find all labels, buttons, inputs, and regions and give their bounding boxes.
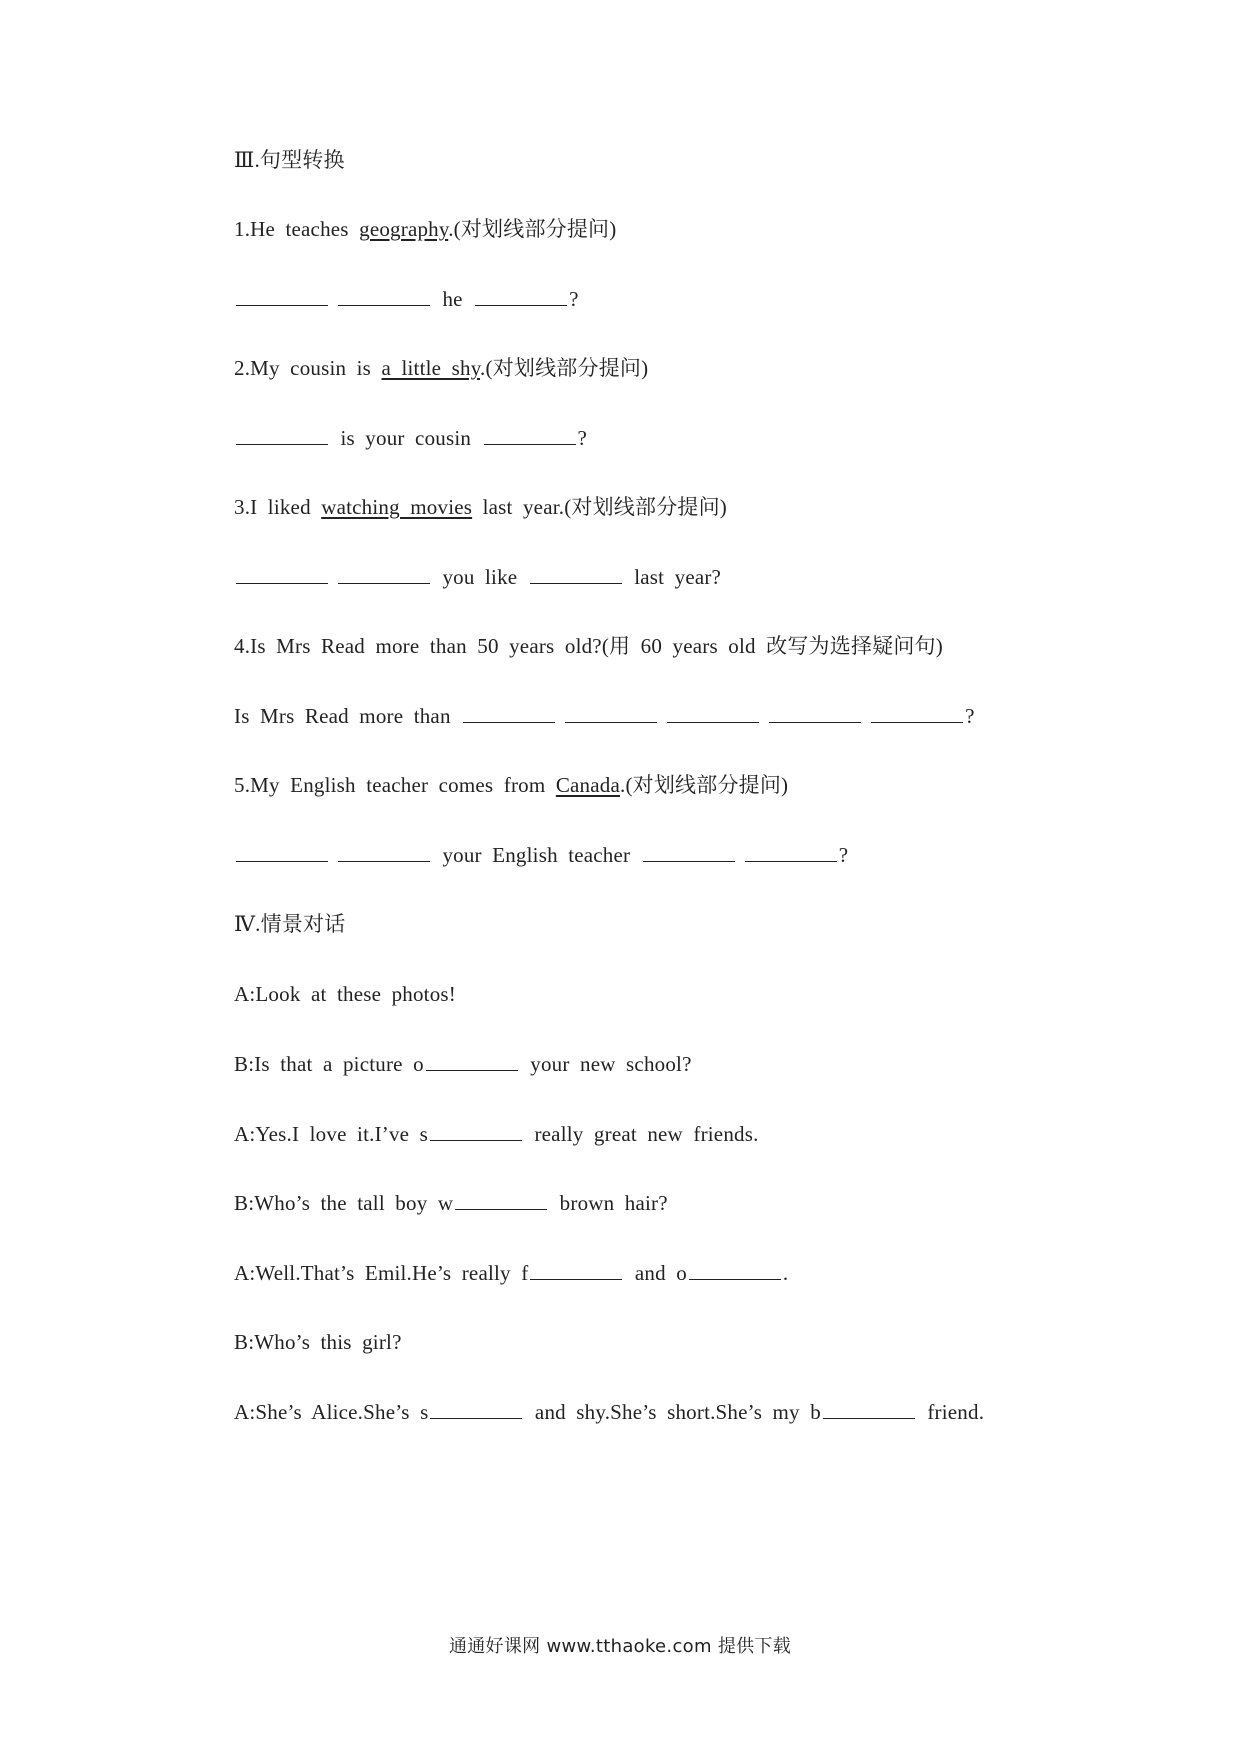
dialogue-line-3-suffix: really great new friends. — [534, 1122, 759, 1146]
answer-5-words: your English teacher — [442, 843, 631, 867]
section-3-heading: Ⅲ.句型转换 — [234, 148, 345, 172]
question-2 — [234, 354, 648, 382]
answer-3-end: last year? — [634, 565, 722, 589]
dialogue-line-3-prefix: A:Yes.I love it.I’ve s — [234, 1122, 429, 1146]
answer-blank[interactable] — [236, 304, 328, 306]
dialogue-line-7-prefix: A:She’s Alice.She’s s — [234, 1400, 429, 1424]
question-5 — [234, 771, 788, 799]
answer-blank[interactable] — [426, 1069, 518, 1071]
dialogue-line-3 — [234, 1120, 759, 1148]
answer-blank[interactable] — [530, 1278, 622, 1280]
dialogue-line-7-suffix: friend. — [927, 1400, 985, 1424]
answer-blank[interactable] — [338, 304, 430, 306]
question-3-underlined: watching movies — [321, 495, 473, 519]
dialogue-line-4-prefix: B:Who’s the tall boy w — [234, 1191, 454, 1215]
answer-blank[interactable] — [463, 721, 555, 723]
answer-blank[interactable] — [871, 721, 963, 723]
answer-4 — [234, 702, 975, 730]
question-1-prefix: 1.He teaches — [234, 217, 360, 241]
answer-blank[interactable] — [475, 304, 567, 306]
answer-blank[interactable] — [430, 1139, 522, 1141]
answer-blank[interactable] — [338, 582, 430, 584]
answer-blank[interactable] — [667, 721, 759, 723]
answer-blank[interactable] — [530, 582, 622, 584]
answer-2-words: is your cousin — [340, 426, 472, 450]
answer-blank[interactable] — [769, 721, 861, 723]
answer-4-end: ? — [965, 704, 975, 728]
question-5-suffix: .(对划线部分提问) — [620, 773, 789, 797]
dialogue-line-2-suffix: your new school? — [530, 1052, 692, 1076]
question-2-suffix: .(对划线部分提问) — [480, 356, 649, 380]
answer-1-end: ? — [569, 287, 579, 311]
answer-blank[interactable] — [643, 860, 735, 862]
question-3 — [234, 493, 727, 521]
answer-3 — [234, 563, 721, 591]
question-2-prefix: 2.My cousin is — [234, 356, 382, 380]
dialogue-line-4 — [234, 1189, 668, 1217]
question-3-prefix: 3.I liked — [234, 495, 322, 519]
answer-blank[interactable] — [484, 443, 576, 445]
dialogue-line-4-suffix: brown hair? — [559, 1191, 668, 1215]
question-1-suffix: .(对划线部分提问) — [448, 217, 617, 241]
dialogue-line-1: A:Look at these photos! — [234, 982, 456, 1006]
answer-5-end: ? — [838, 843, 849, 867]
question-4: 4.Is Mrs Read more than 50 years old?(用 60 years old 改写为选择疑问句) — [234, 634, 943, 658]
answer-3-words: you like — [442, 565, 518, 589]
dialogue-line-7-middle: and shy.She’s short.She’s my b — [534, 1400, 821, 1424]
answer-1 — [234, 285, 579, 313]
answer-blank[interactable] — [565, 721, 657, 723]
dialogue-line-2-prefix: B:Is that a picture o — [234, 1052, 424, 1076]
answer-blank[interactable] — [745, 860, 837, 862]
dialogue-line-5-end: . — [782, 1261, 789, 1285]
footer-credit: 通通好课网 www.tthaoke.com 提供下载 — [448, 1636, 792, 1657]
answer-blank[interactable] — [430, 1417, 522, 1419]
question-5-prefix: 5.My English teacher comes from — [234, 773, 556, 797]
dialogue-line-5 — [234, 1259, 788, 1287]
answer-blank[interactable] — [455, 1208, 547, 1210]
answer-4-words: Is Mrs Read more than — [234, 704, 451, 728]
answer-5 — [234, 841, 848, 869]
answer-blank[interactable] — [689, 1278, 781, 1280]
dialogue-line-6: B:Who’s this girl? — [234, 1330, 402, 1354]
answer-blank[interactable] — [823, 1417, 915, 1419]
dialogue-line-5-prefix: A:Well.That’s Emil.He’s really f — [234, 1261, 529, 1285]
section-4-heading: Ⅳ.情景对话 — [234, 912, 346, 936]
dialogue-line-2 — [234, 1050, 692, 1078]
dialogue-line-7 — [234, 1398, 984, 1426]
answer-2 — [234, 424, 587, 452]
question-2-underlined: a little shy — [381, 356, 481, 380]
question-1 — [234, 215, 616, 243]
dialogue-line-5-middle: and o — [634, 1261, 687, 1285]
answer-blank[interactable] — [338, 860, 430, 862]
question-1-underlined: geography — [359, 217, 449, 241]
answer-blank[interactable] — [236, 443, 328, 445]
answer-blank[interactable] — [236, 582, 328, 584]
answer-2-end: ? — [577, 426, 588, 450]
question-3-suffix: last year.(对划线部分提问) — [472, 495, 727, 519]
question-5-underlined: Canada — [555, 773, 620, 797]
answer-blank[interactable] — [236, 860, 328, 862]
answer-1-word: he — [442, 287, 463, 311]
